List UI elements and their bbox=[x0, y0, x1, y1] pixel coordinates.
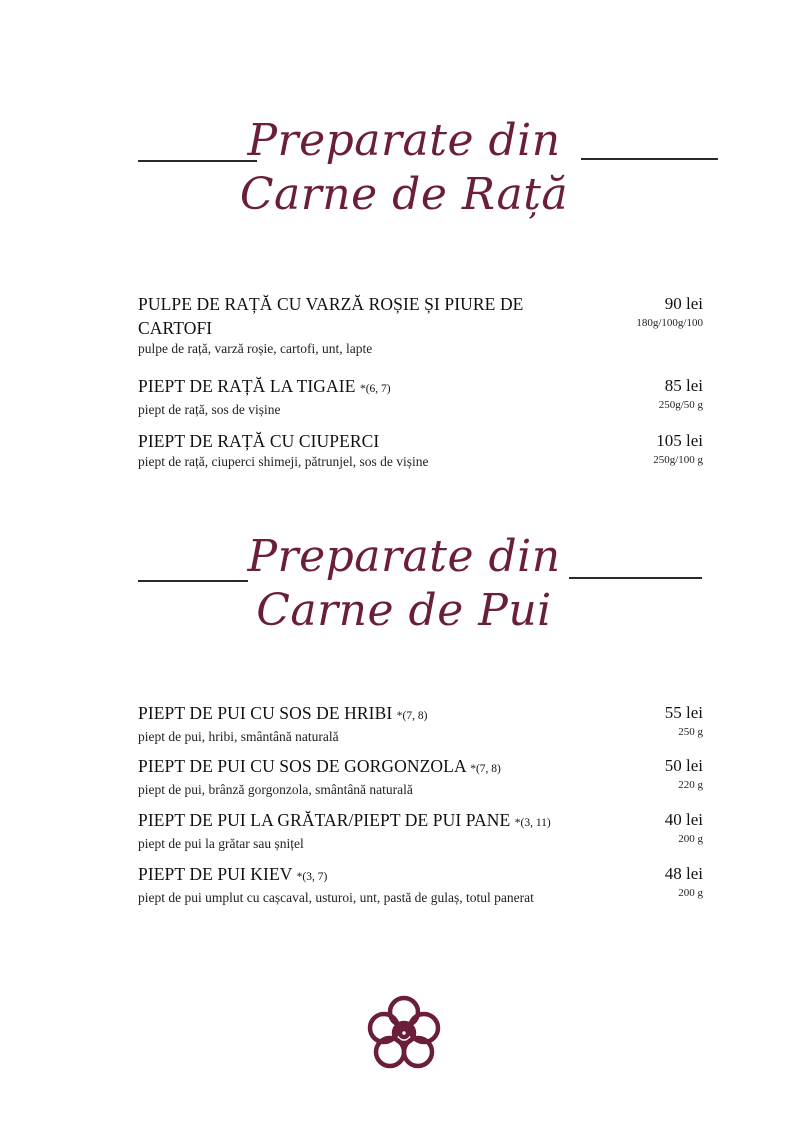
item-description: piept de pui la grătar sau șnițel bbox=[138, 836, 304, 851]
item-description: piept de pui umplut cu cașcaval, usturoi, unt, pastă de gulaș, totul panerat bbox=[138, 890, 534, 905]
item-description: pulpe de rață, varză roșie, cartofi, unt, lapte bbox=[138, 341, 373, 356]
item-allergens: *(7, 8) bbox=[470, 763, 501, 775]
item-name: PULPE DE RAȚĂ CU VARZĂ ROȘIE ȘI PIURE DE CARTOFI bbox=[138, 294, 524, 338]
section-title-line2: Carne de Rață bbox=[239, 169, 569, 220]
item-weight: 250g/50 g bbox=[658, 399, 703, 411]
section-title-chicken bbox=[0, 530, 808, 638]
menu-item bbox=[138, 374, 703, 419]
item-allergens: *(7, 8) bbox=[396, 710, 428, 722]
item-name: PIEPT DE PUI KIEV *(3, 7) bbox=[138, 864, 328, 884]
item-allergens: *(3, 7) bbox=[296, 871, 328, 883]
item-description: piept de pui, brânză gorgonzola, smântână naturală bbox=[138, 782, 413, 797]
item-price: 105 lei bbox=[656, 431, 703, 450]
section-title-line1: Preparate din bbox=[247, 531, 561, 582]
menu-item bbox=[138, 429, 703, 471]
item-description: piept de pui, hribi, smântână naturală bbox=[138, 729, 339, 744]
item-weight: 250g/100 g bbox=[653, 454, 703, 466]
item-description: piept de rață, ciuperci shimeji, pătrunjel, sos de vișine bbox=[138, 454, 429, 469]
menu-item bbox=[138, 292, 703, 358]
item-price: 90 lei bbox=[664, 294, 703, 313]
item-name: PIEPT DE PUI CU SOS DE HRIBI *(7, 8) bbox=[138, 703, 428, 723]
menu-item bbox=[138, 808, 703, 853]
item-price: 85 lei bbox=[664, 376, 703, 395]
item-price-block bbox=[659, 374, 703, 412]
item-name: PIEPT DE RAȚĂ CU CIUPERCI bbox=[138, 431, 380, 451]
section-title-line1: Preparate din bbox=[247, 115, 561, 166]
menu-item bbox=[138, 701, 703, 746]
item-price: 50 lei bbox=[664, 756, 703, 775]
item-price-block bbox=[665, 808, 703, 846]
item-weight: 220 g bbox=[678, 779, 703, 791]
menu-item bbox=[138, 754, 703, 799]
item-price-block bbox=[665, 862, 703, 900]
item-price-block bbox=[665, 754, 703, 792]
item-weight: 180g/100g/100 bbox=[636, 317, 703, 329]
rose-flower-icon bbox=[362, 990, 446, 1074]
item-description: piept de rață, sos de vișine bbox=[138, 402, 281, 417]
item-price-block bbox=[665, 701, 703, 739]
section-title-duck bbox=[0, 114, 808, 222]
item-price-block bbox=[653, 429, 703, 467]
item-weight: 250 g bbox=[678, 726, 703, 738]
item-weight: 200 g bbox=[678, 833, 703, 845]
item-name: PIEPT DE PUI LA GRĂTAR/PIEPT DE PUI PANE *(3, 11) bbox=[138, 810, 551, 830]
item-price: 48 lei bbox=[664, 864, 703, 883]
item-price: 55 lei bbox=[664, 703, 703, 722]
item-name: PIEPT DE PUI CU SOS DE GORGONZOLA *(7, 8) bbox=[138, 756, 501, 776]
item-allergens: *(3, 11) bbox=[514, 817, 551, 829]
item-allergens: *(6, 7) bbox=[359, 383, 391, 395]
item-weight: 200 g bbox=[678, 887, 703, 899]
item-price: 40 lei bbox=[664, 810, 703, 829]
section-title-line2: Carne de Pui bbox=[256, 585, 552, 636]
menu-item bbox=[138, 862, 703, 907]
item-name: PIEPT DE RAȚĂ LA TIGAIE *(6, 7) bbox=[138, 376, 391, 396]
item-price-block bbox=[636, 292, 703, 330]
